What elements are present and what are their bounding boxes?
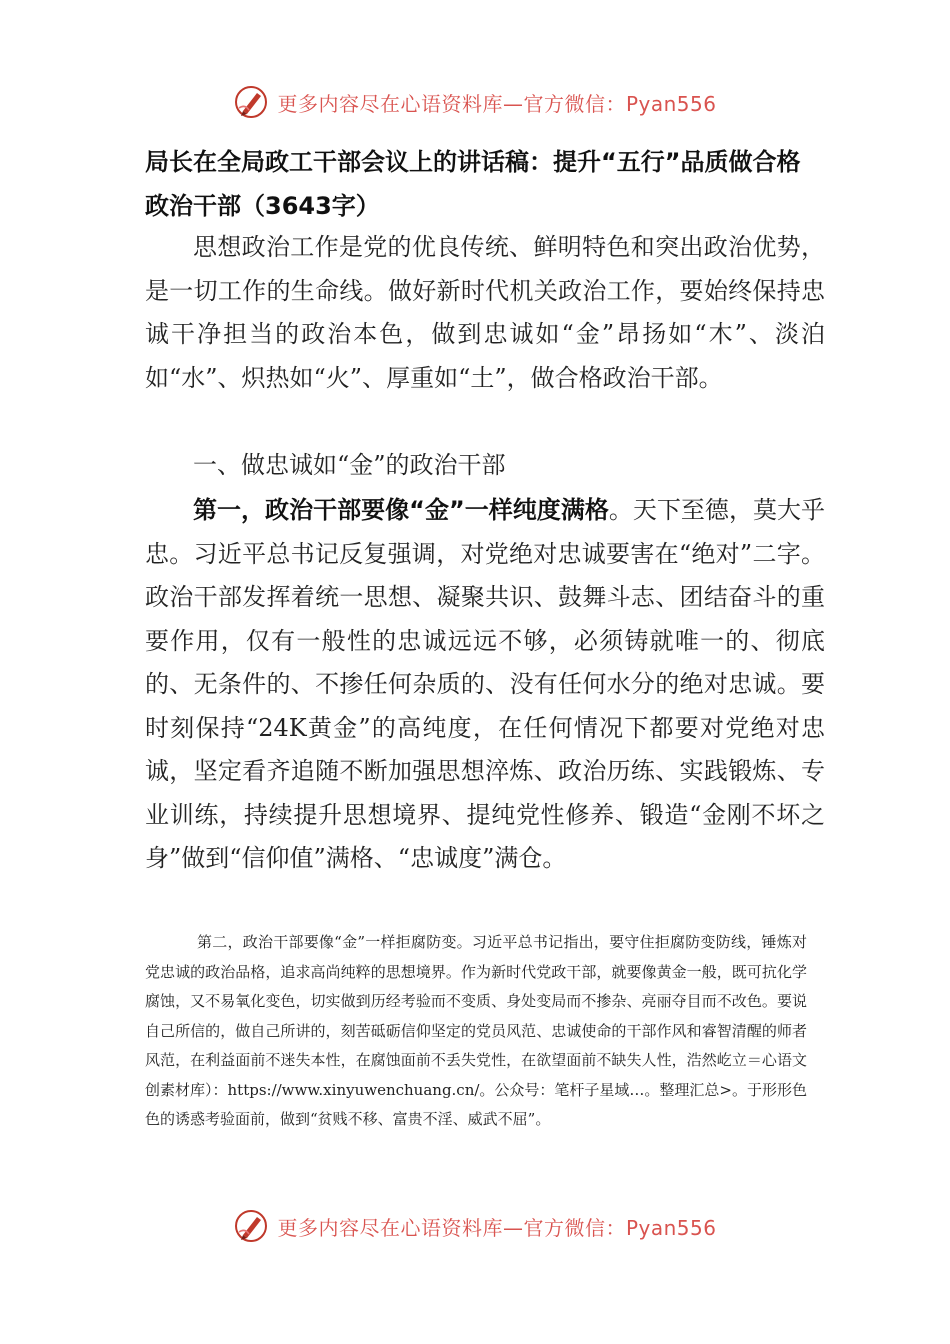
point-1-paragraph: [145, 489, 825, 881]
document-title: 局长在全局政工干部会议上的讲话稿：提升“五行”品质做合格政治干部（3643字）: [145, 148, 801, 220]
header-banner-text: 更多内容尽在心语资料库—官方微信：Pyan556: [277, 91, 717, 116]
pen-logo-icon: [233, 84, 269, 120]
header-banner: [0, 84, 950, 120]
footer-banner-text: 更多内容尽在心语资料库—官方微信：Pyan556: [277, 1215, 717, 1240]
intro-paragraph: 思想政治工作是党的优良传统、鲜明特色和突出政治优势，是一切工作的生命线。做好新时代机关政治工作，要始终保持忠诚干净担当的政治本色，做到忠诚如“金”昂扬如“木”、淡泊如“水”、炽热如“火”、厚重如“土”，做合格政治干部。: [145, 233, 825, 392]
pen-logo-icon: [233, 1208, 269, 1244]
footer-banner: [0, 1208, 950, 1244]
point-1-lead: 第一，政治干部要像“金”一样纯度满格: [193, 496, 609, 524]
section-1-heading: 一、做忠诚如“金”的政治干部: [193, 451, 506, 479]
point-1-body: 。天下至德，莫大乎忠。习近平总书记反复强调，对党绝对忠诚要害在“绝对”二字。政治干部发挥着统一思想、凝聚共识、鼓舞斗志、团结奋斗的重要作用，仅有一般性的忠诚远远不够，必须铸就唯一的、彻底的、无条件的、不掺任何杂质的、没有任何水分的绝对忠诚。要时刻保持“24K黄金”的高纯度，在任何情况下都要对党绝对忠诚，坚定看齐追随不断加强思想淬炼、政治历练、实践锻炼、专业训练，持续提升思想境界、提纯党性修养、锻造“金刚不坏之身”做到“信仰值”满格、“忠诚度”满仓。: [145, 496, 825, 872]
point-2-paragraph: 第二，政治干部要像“金”一样拒腐防变。习近平总书记指出，要守住拒腐防变防线，锤炼对党忠诚的政治品格，追求高尚纯粹的思想境界。作为新时代党政干部，就要像黄金一般，既可抗化学腐蚀，又不易氧化变色，切实做到历经考验而不变质、身处变局而不掺杂、亮丽夺目而不改色。要说自己所信的，做自己所讲的，刻苦砥砺信仰坚定的党员风范、忠诚使命的干部作风和睿智清醒的师者风范，在利益面前不迷失本性，在腐蚀面前不丢失党性，在欲望面前不缺失人性，浩然屹立＝心语文创素材库）：https://www.xinyuwenchuang.cn/。公众号：笔杆子星域…。整理汇总>。于形形色色的诱惑考验面前，做到“贫贱不移、富贵不淫、威武不屈”。: [145, 933, 807, 1128]
